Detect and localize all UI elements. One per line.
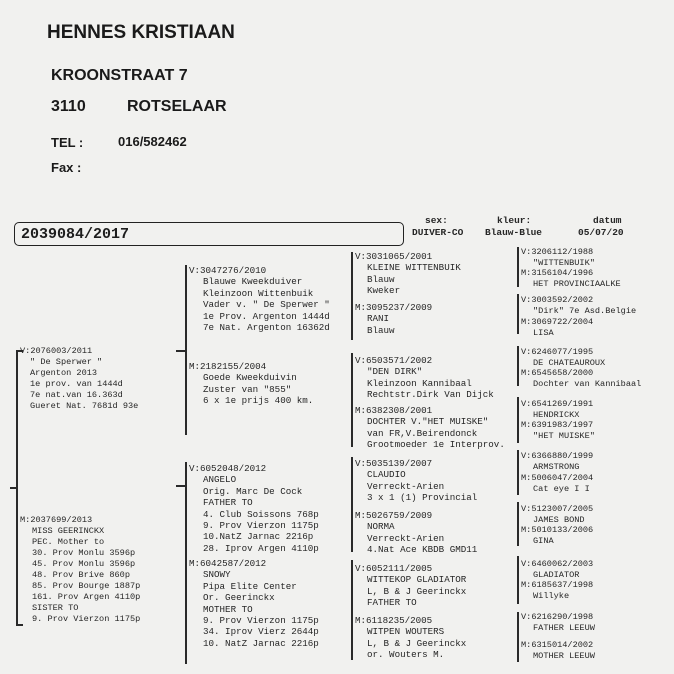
gen4-entry bbox=[521, 368, 641, 390]
sire-ring: V:2076003/2011 bbox=[20, 346, 93, 356]
sire-line: 1e prov. van 1444d bbox=[30, 379, 123, 389]
ggp-block-5 bbox=[355, 458, 477, 504]
gen4-ring: M:5006047/2004 bbox=[521, 473, 594, 483]
sd-bracket bbox=[351, 353, 353, 447]
owner-city: ROTSELAAR bbox=[127, 98, 227, 115]
gen4-entry bbox=[521, 399, 593, 421]
ds-bracket bbox=[351, 457, 353, 552]
gp-line: MOTHER TO bbox=[203, 603, 253, 615]
gp-line: Blauwe Kweekduiver bbox=[203, 276, 303, 288]
gen4-ring: V:6541269/1991 bbox=[521, 399, 594, 409]
gp-line: Vader v. " De Sperwer " bbox=[203, 299, 330, 311]
ggp-block-4 bbox=[355, 405, 505, 451]
gen4-name: LISA bbox=[533, 328, 554, 338]
gen4-ring: V:6366880/1999 bbox=[521, 451, 594, 461]
ggp-line: Grootmoeder 1e Interprov. bbox=[367, 439, 505, 451]
g3-bracket-4 bbox=[517, 397, 519, 443]
ggp-line: L, B & J Geerinckx bbox=[367, 585, 467, 597]
gp-ring: M:2182155/2004 bbox=[189, 361, 267, 372]
gen4-entry bbox=[521, 525, 593, 547]
gen4-name: "HET MUISKE" bbox=[533, 431, 595, 441]
granddam-dam-block bbox=[189, 558, 319, 649]
dam-line: PEC. Mother to bbox=[32, 537, 105, 547]
sire-line: 7e nat.van 16.363d bbox=[30, 390, 123, 400]
sex-label: sex: bbox=[425, 215, 448, 226]
sire-line: Argenton 2013 bbox=[30, 368, 98, 378]
dam-line: 85. Prov Bourge 1887p bbox=[32, 581, 141, 591]
gen4-ring: V:6460062/2003 bbox=[521, 559, 594, 569]
sire-line: " De Sperwer " bbox=[30, 357, 103, 367]
ggp-line: Kweker bbox=[367, 285, 401, 297]
sex-value: DUIVER-CO bbox=[412, 227, 464, 238]
gen4-entry bbox=[521, 420, 595, 442]
gen4-entry bbox=[521, 612, 595, 634]
g3-bracket-6 bbox=[517, 502, 519, 546]
fax-label: Fax : bbox=[51, 160, 82, 175]
tel-value: 016/582462 bbox=[118, 134, 187, 149]
ggp-line: 4.Nat Ace KBDB GMD11 bbox=[367, 544, 478, 556]
ggp-line: WITTEKOP GLADIATOR bbox=[367, 574, 467, 586]
gp-ring: M:6042587/2012 bbox=[189, 558, 267, 569]
gen4-name: ARMSTRONG bbox=[533, 462, 580, 472]
grandsire-dam-block bbox=[189, 463, 319, 554]
gen1-stub bbox=[10, 487, 17, 489]
gp-line: 10. NatZ Jarnac 2216p bbox=[203, 637, 319, 649]
ggp-ring: V:3031065/2001 bbox=[355, 251, 433, 262]
date-value: 05/07/20 bbox=[578, 227, 624, 238]
ggp-line: "DEN DIRK" bbox=[367, 366, 423, 378]
gen4-ring: V:3206112/1988 bbox=[521, 247, 594, 257]
sire-line: Gueret Nat. 7681d 93e bbox=[30, 401, 139, 411]
ss-bracket bbox=[351, 252, 353, 340]
gp-ring: V:6052048/2012 bbox=[189, 463, 267, 474]
gp-line: 34. Iprov Vierz 2644p bbox=[203, 626, 319, 638]
gen4-ring: V:6246077/1995 bbox=[521, 347, 594, 357]
gen4-entry bbox=[521, 504, 593, 526]
gen4-name: HENDRICKX bbox=[533, 410, 580, 420]
dam-line: 9. Prov Vierzon 1175p bbox=[32, 614, 141, 624]
gp-line: Goede Kweekduivin bbox=[203, 372, 297, 384]
gen4-entry bbox=[521, 580, 593, 602]
ggp-line: van FR,V.Beirendonck bbox=[367, 427, 478, 439]
gen4-ring: M:6391983/1997 bbox=[521, 420, 594, 430]
gp-line: 10.NatZ Jarnac 2216p bbox=[203, 531, 314, 543]
color-label: kleur: bbox=[497, 215, 532, 226]
ggp-line: L, B & J Geerinckx bbox=[367, 637, 467, 649]
gen4-entry bbox=[521, 268, 621, 290]
gp-line: Kleinzoon Wittenbuik bbox=[203, 287, 314, 299]
ggp-ring: V:6052111/2005 bbox=[355, 563, 433, 574]
gp-ring: V:3047276/2010 bbox=[189, 265, 267, 276]
ggp-line: FATHER TO bbox=[367, 597, 417, 609]
gen4-name: "Dirk" 7e Asd.Belgie bbox=[533, 306, 637, 316]
ggp-block-3 bbox=[355, 355, 494, 401]
ggp-line: Verreckt-Arien bbox=[367, 532, 445, 544]
grandsire-sire-block bbox=[189, 265, 330, 333]
gen4-ring: V:5123007/2005 bbox=[521, 504, 594, 514]
ggp-block-8 bbox=[355, 615, 466, 661]
ggp-line: KLEINE WITTENBUIK bbox=[367, 262, 461, 274]
gp-line: ANGELO bbox=[203, 474, 237, 486]
gen4-name: GLADIATOR bbox=[533, 570, 580, 580]
ggp-line: Rechtstr.Dirk Van Dijck bbox=[367, 389, 494, 401]
ggp-line: Blauw bbox=[367, 324, 395, 336]
ggp-block-2 bbox=[355, 302, 432, 336]
ggp-line: Kleinzoon Kannibaal bbox=[367, 377, 472, 389]
gen4-entry bbox=[521, 295, 636, 317]
dam-bracket bbox=[185, 462, 187, 664]
gen4-entry bbox=[521, 347, 605, 369]
gen4-name: JAMES BOND bbox=[533, 515, 585, 525]
gen4-entry bbox=[521, 473, 593, 495]
gen4-name: "WITTENBUIK" bbox=[533, 258, 595, 268]
ggp-ring: M:3095237/2009 bbox=[355, 302, 433, 313]
gp-line: 4. Club Soissons 768p bbox=[203, 508, 319, 520]
ggp-line: WITPEN WOUTERS bbox=[367, 626, 445, 638]
ggp-line: DOCHTER V."HET MUISKE" bbox=[367, 416, 489, 428]
gen4-ring: M:5010133/2006 bbox=[521, 525, 594, 535]
gen4-name: GINA bbox=[533, 536, 554, 546]
g3-bracket-1 bbox=[517, 247, 519, 287]
gen4-name: HET PROVINCIAALKE bbox=[533, 279, 621, 289]
sire-block bbox=[20, 346, 138, 412]
gen4-name: DE CHATEAUROUX bbox=[533, 358, 606, 368]
gp-line: 28. Iprov Argen 4110p bbox=[203, 542, 319, 554]
gen4-name: FATHER LEEUW bbox=[533, 623, 595, 633]
color-value: Blauw-Blue bbox=[485, 227, 543, 238]
gen4-ring: M:6545658/2000 bbox=[521, 368, 594, 378]
ggp-line: Verreckt-Arien bbox=[367, 480, 445, 492]
date-label: datum bbox=[593, 215, 622, 226]
ggp-line: RANI bbox=[367, 313, 390, 325]
ggp-block-6 bbox=[355, 510, 477, 556]
gen4-entry bbox=[521, 451, 593, 473]
gen4-entry bbox=[521, 640, 595, 662]
gp-line: Pipa Elite Center bbox=[203, 580, 297, 592]
gen4-name: Willyke bbox=[533, 591, 570, 601]
gp-line: Orig. Marc De Cock bbox=[203, 485, 303, 497]
dam-line: MISS GEERINCKX bbox=[32, 526, 105, 536]
ggp-ring: M:5026759/2009 bbox=[355, 510, 433, 521]
ring-number: 2039084/2017 bbox=[14, 222, 404, 246]
g3-bracket-8 bbox=[517, 612, 519, 662]
owner-street: KROONSTRAAT 7 bbox=[51, 67, 188, 84]
gp-line: 1e Prov. Argenton 1444d bbox=[203, 310, 330, 322]
granddam-sire-block bbox=[189, 361, 313, 407]
ggp-ring: V:5035139/2007 bbox=[355, 458, 433, 469]
gen4-entry bbox=[521, 247, 595, 269]
gen4-ring: M:6185637/1998 bbox=[521, 580, 594, 590]
ggp-ring: V:6503571/2002 bbox=[355, 355, 433, 366]
g3-bracket-2 bbox=[517, 294, 519, 334]
gen4-ring: V:6216290/1998 bbox=[521, 612, 594, 622]
ggp-ring: M:6382308/2001 bbox=[355, 405, 433, 416]
ggp-ring: M:6118235/2005 bbox=[355, 615, 433, 626]
gen4-name: MOTHER LEEUW bbox=[533, 651, 595, 661]
owner-postcode: 3110 bbox=[51, 98, 86, 115]
gen4-ring: M:3156104/1996 bbox=[521, 268, 594, 278]
sire-stub bbox=[176, 350, 186, 352]
dd-bracket bbox=[351, 560, 353, 660]
ggp-block-1 bbox=[355, 251, 461, 297]
ggp-line: 3 x 1 (1) Provincial bbox=[367, 492, 478, 504]
gp-line: 6 x 1e prijs 400 km. bbox=[203, 395, 314, 407]
dam-line: 45. Prov Monlu 3596p bbox=[32, 559, 136, 569]
dam-ring: M:2037699/2013 bbox=[20, 515, 93, 525]
tel-label: TEL : bbox=[51, 135, 84, 150]
dam-block bbox=[20, 515, 140, 625]
gp-line: Or. Geerinckx bbox=[203, 592, 275, 604]
gen4-name: Dochter van Kannibaal bbox=[533, 379, 642, 389]
gen4-entry bbox=[521, 559, 593, 581]
owner-name: HENNES KRISTIAAN bbox=[47, 22, 235, 43]
gp-line: 9. Prov Vierzon 1175p bbox=[203, 520, 319, 532]
g3-bracket-3 bbox=[517, 346, 519, 386]
ggp-block-7 bbox=[355, 563, 466, 609]
dam-stub bbox=[176, 485, 186, 487]
dam-line: SISTER TO bbox=[32, 603, 79, 613]
dam-line: 161. Prov Argen 4110p bbox=[32, 592, 141, 602]
gen4-ring: M:6315014/2002 bbox=[521, 640, 594, 650]
ggp-line: or. Wouters M. bbox=[367, 649, 445, 661]
gen4-name: Cat eye I I bbox=[533, 484, 590, 494]
ggp-line: NORMA bbox=[367, 521, 395, 533]
g3-bracket-5 bbox=[517, 450, 519, 495]
dam-line: 30. Prov Monlu 3596p bbox=[32, 548, 136, 558]
ggp-line: Blauw bbox=[367, 273, 395, 285]
gen4-ring: M:3069722/2004 bbox=[521, 317, 594, 327]
gp-line: 7e Nat. Argenton 16362d bbox=[203, 322, 330, 334]
gp-line: 9. Prov Vierzon 1175p bbox=[203, 615, 319, 627]
gen4-ring: V:3003592/2002 bbox=[521, 295, 594, 305]
gp-line: FATHER TO bbox=[203, 497, 253, 509]
g3-bracket-7 bbox=[517, 556, 519, 604]
gen4-entry bbox=[521, 317, 593, 339]
dam-line: 48. Prov Brive 860p bbox=[32, 570, 130, 580]
gp-line: SNOWY bbox=[203, 569, 231, 581]
ggp-line: CLAUDIO bbox=[367, 469, 406, 481]
gp-line: Zuster van "855" bbox=[203, 383, 292, 395]
